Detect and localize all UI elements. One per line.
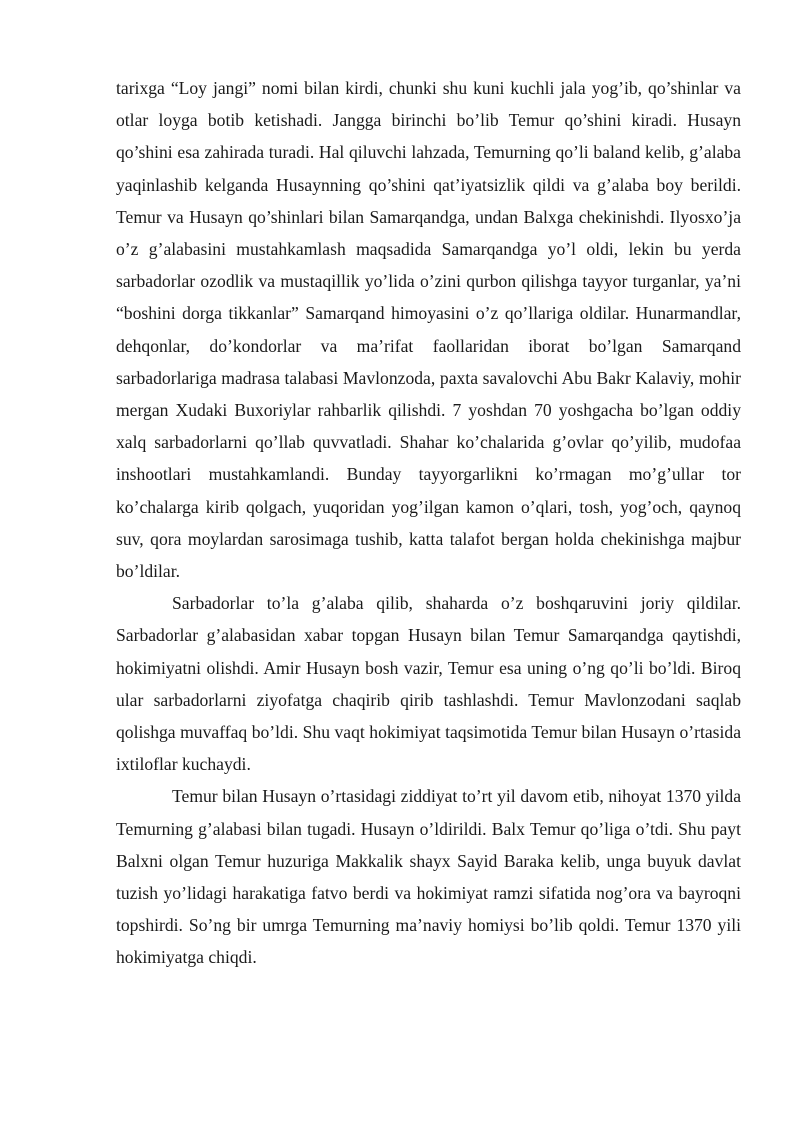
paragraph-2: Sarbadorlar to’la g’alaba qilib, shaharda o’z boshqaruvini joriy qildilar. Sarbadorlar g’alabasidan xabar topgan Husayn bilan Temur Samarqandga qaytishdi, hokimiyatni olishdi. Amir Husayn bosh vazir, Temur esa uning o’ng qo’li bo’ldi. Biroq ular sarbadorlarni ziyofatga chaqirib qirib tashlashdi. Temur Mavlonzodani saqlab qolishga muvaffaq bo’ldi. Shu vaqt hokimiyat taqsimotida Temur bilan Husayn o’rtasida ixtiloflar kuchaydi. (116, 593, 741, 775)
document-body (116, 72, 741, 974)
paragraph-3: Temur bilan Husayn o’rtasidagi ziddiyat to’rt yil davom etib, nihoyat 1370 yilda Temurning g’alabasi bilan tugadi. Husayn o’ldirildi. Balx Temur qo’liga o’tdi. Shu payt Balxni olgan Temur huzuriga Makkalik shayx Sayid Baraka kelib, unga buyuk davlat tuzish yo’lidagi harakatiga fatvo berdi va hokimiyat ramzi sifatida nog’ora va bayroqni topshirdi. So’ng bir umrga Temurning ma’naviy homiysi bo’lib qoldi. Temur 1370 yili hokimiyatga chiqdi. (116, 786, 741, 968)
paragraph-1: tarixga “Loy jangi” nomi bilan kirdi, chunki shu kuni kuchli jala yog’ib, qo’shinlar va otlar loyga botib ketishadi. Jangga birinchi bo’lib Temur qo’shini kiradi. Husayn qo’shini esa zahirada turadi. Hal qiluvchi lahzada, Temurning qo’li baland kelib, g’alaba yaqinlashib kelganda Husaynning qo’shini qat’iyatsizlik qildi va g’alaba boy berildi. Temur va Husayn qo’shinlari bilan Samarqandga, undan Balxga chekinishdi. Ilyosxo’ja o’z g’alabasini mustahkamlash maqsadida Samarqandga yo’l oldi, lekin bu yerda sarbadorlar ozodlik va mustaqillik yo’lida o’zini qurbon qilishga tayyor turganlar, ya’ni “boshini dorga tikkanlar” Samarqand himoyasini o’z qo’llariga oldilar. Hunarmandlar, dehqonlar, do’kondorlar va ma’rifat faollaridan iborat bo’lgan Samarqand sarbadorlariga madrasa talabasi Mavlonzoda, paxta savalovchi Abu Bakr Kalaviy, mohir mergan Xudaki Buxoriylar rahbarlik qilishdi. 7 yoshdan 70 yoshgacha bo’lgan oddiy xalq sarbadorlarni qo’llab quvvatladi. Shahar ko’chalarida g’ovlar qo’yilib, mudofaa inshootlari mustahkamlandi. Bunday tayyorgarlikni ko’rmagan mo’g’ullar tor ko’chalarga kirib qolgach, yuqoridan yog’ilgan kamon o’qlari, tosh, yog’och, qaynoq suv, qora moylardan sarosimaga tushib, katta talafot bergan holda chekinishga majbur bo’ldilar. (116, 78, 741, 582)
